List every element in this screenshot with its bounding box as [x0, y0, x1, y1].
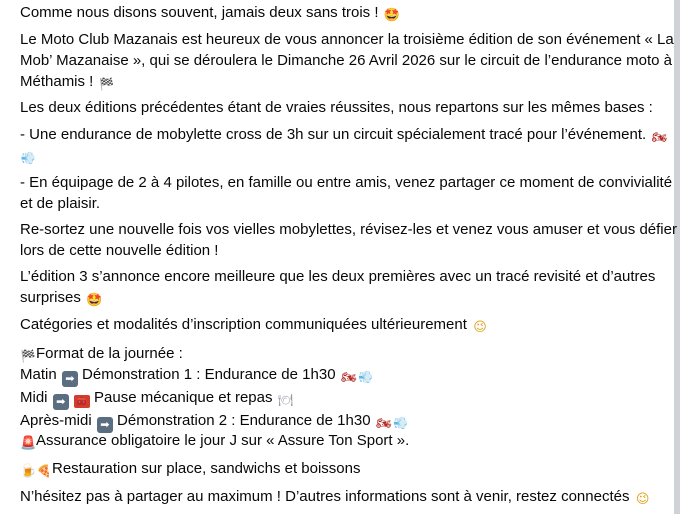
dash-icon: 💨 [20, 151, 36, 165]
morning-text: Démonstration 1 : Endurance de 1h30 [82, 366, 336, 383]
bullet-endurance [20, 124, 667, 166]
star-struck-icon: 🤩 [86, 292, 103, 307]
dash-icon: 💨 [358, 370, 374, 384]
quad-icon: 🏍 [376, 416, 392, 430]
categories-paragraph [20, 314, 488, 335]
previous-editions-text: Les deux éditions précédentes étant de vraies réussites, nous repartons sur les mêmes bases : [20, 99, 653, 116]
quad-icon: 🏍 [341, 370, 357, 384]
bullet-team-line-1: - En équipage de 2 à 4 pilotes, en famille ou entre amis, venez partager ce moment de convivialité [20, 174, 673, 191]
plate-icon: 🍽 [278, 393, 294, 407]
share-text: N’hésitez pas à partager au maximum ! D’autres informations sont à venir, restez connectés [20, 488, 630, 505]
schedule-block [20, 343, 409, 433]
toolbox-icon: 🧰 [74, 395, 90, 408]
bullet-endurance-text: - Une endurance de mobylette cross de 3h sur un circuit spécialement tracé pour l’événement. [20, 126, 647, 143]
morning-label: Matin [20, 366, 57, 383]
edition3-line-2: surprises [20, 289, 81, 306]
noon-text: Pause mécanique et repas [94, 389, 273, 406]
schedule-noon [20, 387, 409, 410]
insurance-text: Assurance obligatoire le jour J sur « Assure Ton Sport ». [36, 432, 410, 449]
food-paragraph [20, 458, 361, 479]
checkered-flag-icon: 🏁 [20, 349, 36, 363]
beer-icon: 🍺 [20, 463, 37, 478]
siren-icon: 🚨 [20, 435, 37, 450]
format-title: Format de la journée : [36, 345, 183, 362]
right-arrow-icon: ➡ [97, 417, 113, 433]
right-arrow-icon: ➡ [62, 371, 78, 387]
dash-icon: 💨 [393, 416, 409, 430]
intro-paragraph [20, 2, 400, 23]
star-struck-icon: 🤩 [383, 7, 400, 22]
checkered-flag-icon: 🏁 [99, 77, 114, 91]
noon-label: Midi [20, 389, 48, 406]
resortez-line-1: Re-sortez une nouvelle fois vos vielles mobylettes, révisez-les et venez vous amuser et vous défier [20, 221, 677, 238]
announcement-line-2: Mob’ Mazanaise », qui se déroulera le Dimanche 26 Avril 2026 sur le circuit de l’endurance moto à [20, 52, 673, 69]
edition3-paragraph [20, 266, 655, 308]
bullet-team-line-2: et de plaisir. [20, 195, 101, 212]
quad-icon: 🏍 [651, 130, 667, 144]
food-text: Restauration sur place, sandwichs et boissons [52, 460, 361, 477]
afternoon-text: Démonstration 2 : Endurance de 1h30 [117, 412, 371, 429]
announcement-line-3: Méthamis ! [20, 73, 94, 90]
bullet-team [20, 172, 672, 214]
announcement-line-1: Le Moto Club Mazanais est heureux de vous annoncer la troisième édition de son événement « La [20, 31, 674, 48]
categories-text: Catégories et modalités d’inscription communiquées ultérieurement [20, 316, 467, 333]
pizza-icon: 🍕 [36, 464, 52, 478]
previous-editions-paragraph [20, 97, 653, 118]
schedule-morning [20, 364, 409, 387]
wink-icon: 😉 [635, 491, 650, 506]
resortez-line-2: lors de cette nouvelle édition ! [20, 242, 219, 259]
insurance-paragraph [20, 430, 409, 451]
wink-icon: 😉 [473, 319, 487, 334]
share-paragraph [20, 486, 651, 507]
right-arrow-icon: ➡ [53, 394, 69, 410]
edition3-line-1: L’édition 3 s’annonce encore meilleure que les deux premières avec un tracé revisité et d’autres [20, 268, 656, 285]
resortez-paragraph [20, 219, 677, 261]
intro-text: Comme nous disons souvent, jamais deux sans trois ! [20, 4, 379, 21]
announcement-paragraph [20, 29, 674, 92]
afternoon-label: Après-midi [20, 412, 92, 429]
